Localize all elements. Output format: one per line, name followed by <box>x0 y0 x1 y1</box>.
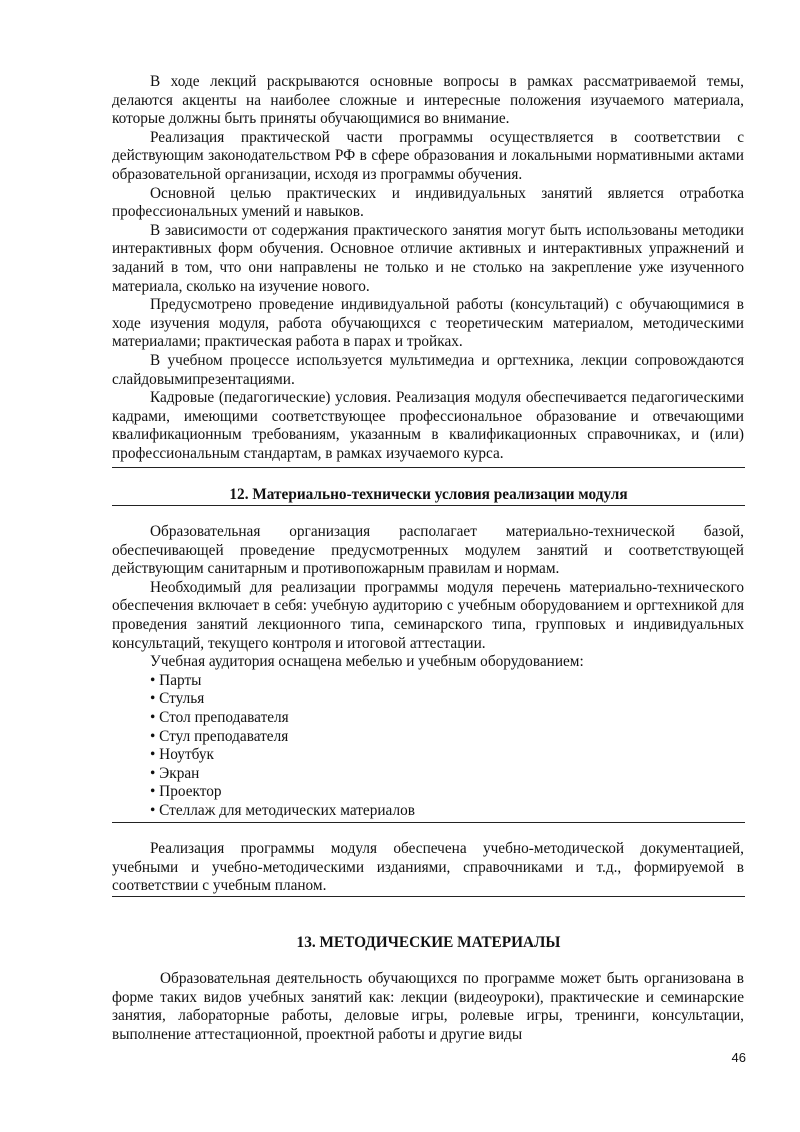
section-13-body <box>112 970 744 1044</box>
paragraph: Образовательная организация располагает материально-технической базой, обеспечивающей проведение предусмотренных модулем занятий и соответствующей действующим санитарным и противопожарным правилам и нормам. <box>112 523 744 578</box>
list-item: • Экран <box>150 764 200 782</box>
paragraph: В учебном процессе используется мультимедиа и оргтехника, лекции сопровождаются слайдовымипрезентациями. <box>112 351 744 388</box>
paragraph: Образовательная деятельность обучающихся по программе может быть организована в форме таких видов учебных занятий как: лекции (видеоуроки), практические и семинарские занятия, лабораторные работы, деловые игры, ролевые игры, тренинги, консультации, выполнение аттестационной, проектной работы и другие виды <box>112 970 744 1043</box>
list-item: • Стулья <box>150 690 205 708</box>
paragraph: Реализация программы модуля обеспечена учебно-методической документацией, учебными и учебно-методическими изданиями, справочниками и т.д., формируемой в соответствии с учебным планом. <box>112 840 744 895</box>
paragraph: Основной целью практических и индивидуальных занятий является отработка профессиональных умений и навыков. <box>112 184 744 221</box>
paragraph: В зависимости от содержания практического занятия могут быть использованы методики интерактивных форм обучения. Основное отличие активных и интерактивных упражнений и заданий в том, что они направлены не только и не столько на закрепление уже изученного материала, сколько на изучение нового. <box>112 221 744 295</box>
intro-text-block <box>112 73 744 463</box>
paragraph: Реализация практической части программы осуществляется в соответствии с действующим законодательством РФ в сфере образования и локальными нормативными актами образовательной организации, исходя из программы обучения. <box>112 128 744 183</box>
list-item: • Стол преподавателя <box>150 708 289 726</box>
horizontal-rule <box>112 896 745 897</box>
paragraph: Кадровые (педагогические) условия. Реализация модуля обеспечивается педагогическими кадрами, имеющими соответствующее профессиональное образование и отвечающими квалификационным требованиям, указанным в квалификационных справочниках, и (или) профессиональным стандартам, в рамках изучаемого курса. <box>112 389 744 462</box>
section-12-closing <box>112 840 744 896</box>
list-item: • Ноутбук <box>150 746 214 764</box>
horizontal-rule <box>112 505 745 506</box>
page-number: 46 <box>731 1050 746 1065</box>
paragraph: В ходе лекций раскрываются основные вопросы в рамках рассматриваемой темы, делаются акценты на наиболее сложные и интересные положения изучаемого материала, которые должны быть приняты обучающимися во внимание. <box>112 73 744 128</box>
section-12-body <box>112 523 744 821</box>
section-12-heading: 12. Материально-технически условия реализации модуля <box>229 486 628 503</box>
paragraph: Необходимый для реализации программы модуля перечень материально-технического обеспечения включает в себя: учебную аудиторию с учебным оборудованием и оргтехникой для проведения занятий лекционного типа, семинарского типа, групповых и индивидуальных консультаций, текущего контроля и итоговой аттестации. <box>112 578 744 652</box>
list-item: • Стеллаж для методических материалов <box>150 801 415 819</box>
section-13-heading: 13. МЕТОДИЧЕСКИЕ МАТЕРИАЛЫ <box>296 934 561 951</box>
horizontal-rule <box>112 822 745 823</box>
list-intro: Учебная аудитория оснащена мебелью и учебным оборудованием: <box>150 653 584 671</box>
list-item: • Проектор <box>150 783 222 801</box>
list-item: • Парты <box>150 671 202 689</box>
horizontal-rule <box>112 467 745 468</box>
paragraph: Предусмотрено проведение индивидуальной работы (консультаций) с обучающимися в ходе изучения модуля, работа обучающихся с теоретическим материалом, методическими материалами; практическая работа в парах и тройках. <box>112 296 744 351</box>
list-item: • Стул преподавателя <box>150 727 289 745</box>
